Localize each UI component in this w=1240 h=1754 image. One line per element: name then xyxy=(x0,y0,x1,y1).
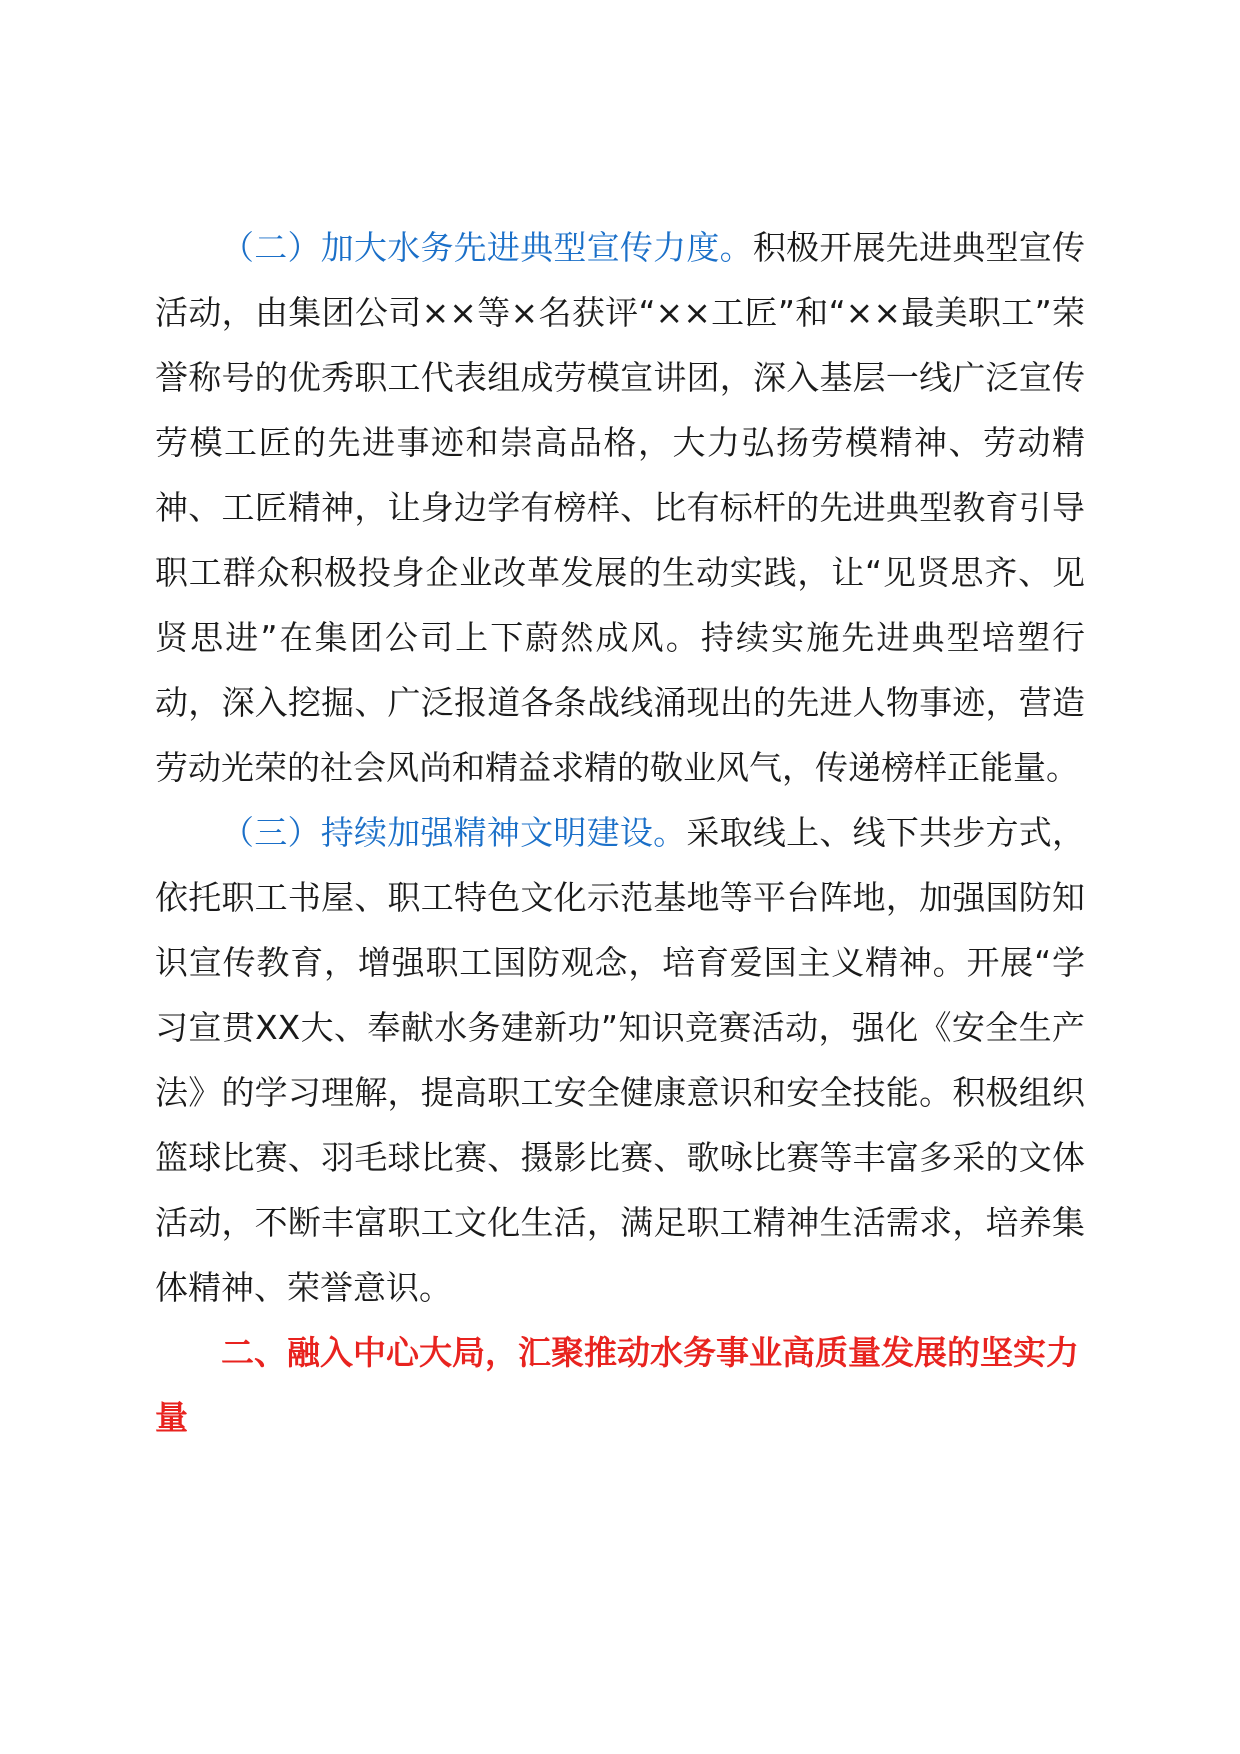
section-two-body: 积极开展先进典型宣传活动，由集团公司××等×名获评“××工匠”和“××最美职工”荣誉称号的优秀职工代表组成劳模宣讲团，深入基层一线广泛宣传劳模工匠的先进事迹和崇高品格，大力弘扬劳模精神、劳动精神、工匠精神，让身边学有榜样、比有标杆的先进典型教育引导职工群众积极投身企业改革发展的生动实践，让“见贤思齐、见贤思进”在集团公司上下蔚然成风。持续实施先进典型培塑行动，深入挖掘、广泛报道各条战线涌现出的先进人物事迹，营造劳动光荣的社会风尚和精益求精的敬业风气，传递榜样正能量。 xyxy=(155,228,1086,787)
section-three-paragraph xyxy=(155,800,1085,1320)
section-three-lead: （三）持续加强精神文明建设。 xyxy=(221,813,687,852)
section-three-body: 采取线上、线下共步方式，依托职工书屋、职工特色文化示范基地等平台阵地，加强国防知识宣传教育，增强职工国防观念，培育爱国主义精神。开展“学习宣贯XX大、奉献水务建新功”知识竞赛活动，强化《安全生产法》的学习理解，提高职工安全健康意识和安全技能。积极组织篮球比赛、羽毛球比赛、摄影比赛、歌咏比赛等丰富多采的文体活动，不断丰富职工文化生活，满足职工精神生活需求，培养集体精神、荣誉意识。 xyxy=(155,813,1086,1307)
section-two-paragraph xyxy=(155,215,1085,800)
document-page xyxy=(155,215,1085,1450)
section-two-lead: （二）加大水务先进典型宣传力度。 xyxy=(221,228,753,267)
part-two-heading: 二、融入中心大局，汇聚推动水务事业高质量发展的坚实力量 xyxy=(155,1333,1079,1437)
